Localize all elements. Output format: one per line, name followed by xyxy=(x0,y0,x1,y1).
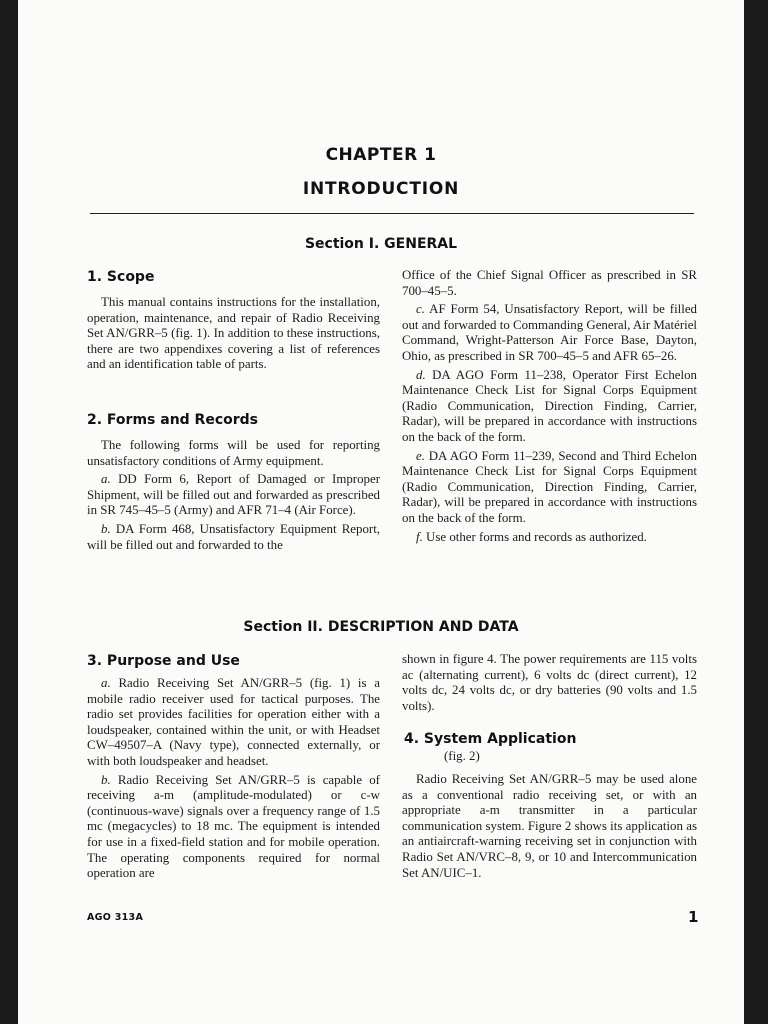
forms-item-c-letter: c. xyxy=(416,302,425,317)
forms-item-b-continued: Office of the Chief Signal Officer as prescribed in SR 700–45–5. xyxy=(402,268,697,298)
forms-text-left xyxy=(87,438,380,553)
forms-item-f-text: Use other forms and records as authorized. xyxy=(426,529,647,544)
heading-forms: 2. Forms and Records xyxy=(87,412,259,428)
forms-item-d xyxy=(402,368,697,446)
purpose-item-a-letter: a. xyxy=(101,676,111,690)
section-1-heading: Section I. GENERAL xyxy=(304,236,458,252)
figure-reference: (fig. 2) xyxy=(444,749,480,763)
forms-item-c xyxy=(402,302,697,364)
forms-item-b-letter: b. xyxy=(101,521,111,536)
forms-item-b-text: DA Form 468, Unsatisfactory Equipment Report, will be filled out and forwarded to the xyxy=(87,521,380,552)
purpose-text xyxy=(87,676,380,882)
purpose-text-right xyxy=(402,652,697,714)
purpose-item-b-text: Radio Receiving Set AN/GRR–5 is capable of receiving a-m (amplitude-modulated) or c-w (continuous-wave) signals over a frequency range of 1.5 mc (megacycles) to 18 mc. The equipment is intended for use in a fixed-field station and for mobile operation. The operating components required for normal operation are xyxy=(87,772,380,881)
forms-item-d-letter: d. xyxy=(416,367,426,382)
purpose-item-b-letter: b. xyxy=(101,772,111,787)
forms-item-f-letter: f. xyxy=(416,529,423,544)
forms-item-f xyxy=(402,530,697,546)
footer-ago-number: AGO 313A xyxy=(87,912,144,923)
forms-item-b xyxy=(87,522,380,553)
manual-page xyxy=(18,0,744,1024)
system-paragraph: Radio Receiving Set AN/GRR–5 may be used alone as a conventional radio receiving set, or with an appropriate a-m transmitter in a particular communication system. Figure 2 shows its application as an antiaircraft-warning receiving set in conjunction with Radio Set AN/VRC–8, 9, or 10 and Intercommunication Set AN/UIC–1. xyxy=(402,772,697,880)
forms-item-a-text: DD Form 6, Report of Damaged or Improper Shipment, will be filled out and forwarded as prescribed in SR 745–45–5 (Army) and AFR 71–4 (Air Force). xyxy=(87,472,380,518)
forms-item-e xyxy=(402,449,697,527)
purpose-item-a xyxy=(87,676,380,770)
forms-item-c-text: AF Form 54, Unsatisfactory Report, will be filled out and forwarded to Commanding General, Air Matériel Command, Wright-Patterson Air Force Base, Dayton, Ohio, as prescribed in SR 700–45–5 and AFR 65–26. xyxy=(402,302,697,363)
heading-purpose: 3. Purpose and Use xyxy=(87,653,240,669)
title-rule xyxy=(90,213,694,214)
forms-item-a xyxy=(87,472,380,519)
scope-paragraph: This manual contains instructions for the installation, operation, maintenance, and repair of Radio Receiving Set AN/GRR–5 (fig. 1). In addition to these instructions, there are two appendixes covering a list of references and an identification table of parts. xyxy=(87,295,380,372)
section-2-heading: Section II. DESCRIPTION AND DATA xyxy=(243,619,519,635)
forms-item-e-letter: e. xyxy=(416,448,425,463)
chapter-title: INTRODUCTION xyxy=(302,179,460,199)
forms-text-right xyxy=(402,268,697,545)
scope-text xyxy=(87,295,380,373)
forms-item-e-text: DA AGO Form 11–239, Second and Third Echelon Maintenance Check List for Signal Corps Equipment (Radio Communication, Direction Finding, Carrier, Radar), will be prepared in accordance with instructions on the back of the form. xyxy=(402,448,697,525)
page-number: 1 xyxy=(688,908,699,926)
purpose-item-b-continued: shown in figure 4. The power requirements are 115 volts ac (alternating current), 6 volts dc (direct current), 12 volts dc, 24 volts dc, or dry batteries (90 volts and 1.5 volts). xyxy=(402,652,697,713)
forms-item-a-letter: a. xyxy=(101,472,111,487)
purpose-item-a-text: Radio Receiving Set AN/GRR–5 (fig. 1) is a mobile radio receiver used for tactical purposes. The radio set provides facilities for operation either with a loudspeaker, contained within the unit, or with Headset CW–49507–A (Navy type), connected externally, or with both loudspeaker and headset. xyxy=(87,676,381,768)
purpose-item-b xyxy=(87,773,380,882)
heading-system-application: 4. System Application xyxy=(404,731,577,747)
forms-intro: The following forms will be used for reporting unsatisfactory conditions of Army equipment. xyxy=(87,438,380,468)
forms-item-d-text: DA AGO Form 11–238, Operator First Echelon Maintenance Check List for Signal Corps Equipment (Radio Communication, Direction Finding, Carrier, Radar), will be prepared in accordance with instructions on the back of the form. xyxy=(402,367,697,444)
chapter-number: CHAPTER 1 xyxy=(325,145,437,165)
heading-scope: 1. Scope xyxy=(87,269,155,285)
system-text xyxy=(402,772,697,881)
